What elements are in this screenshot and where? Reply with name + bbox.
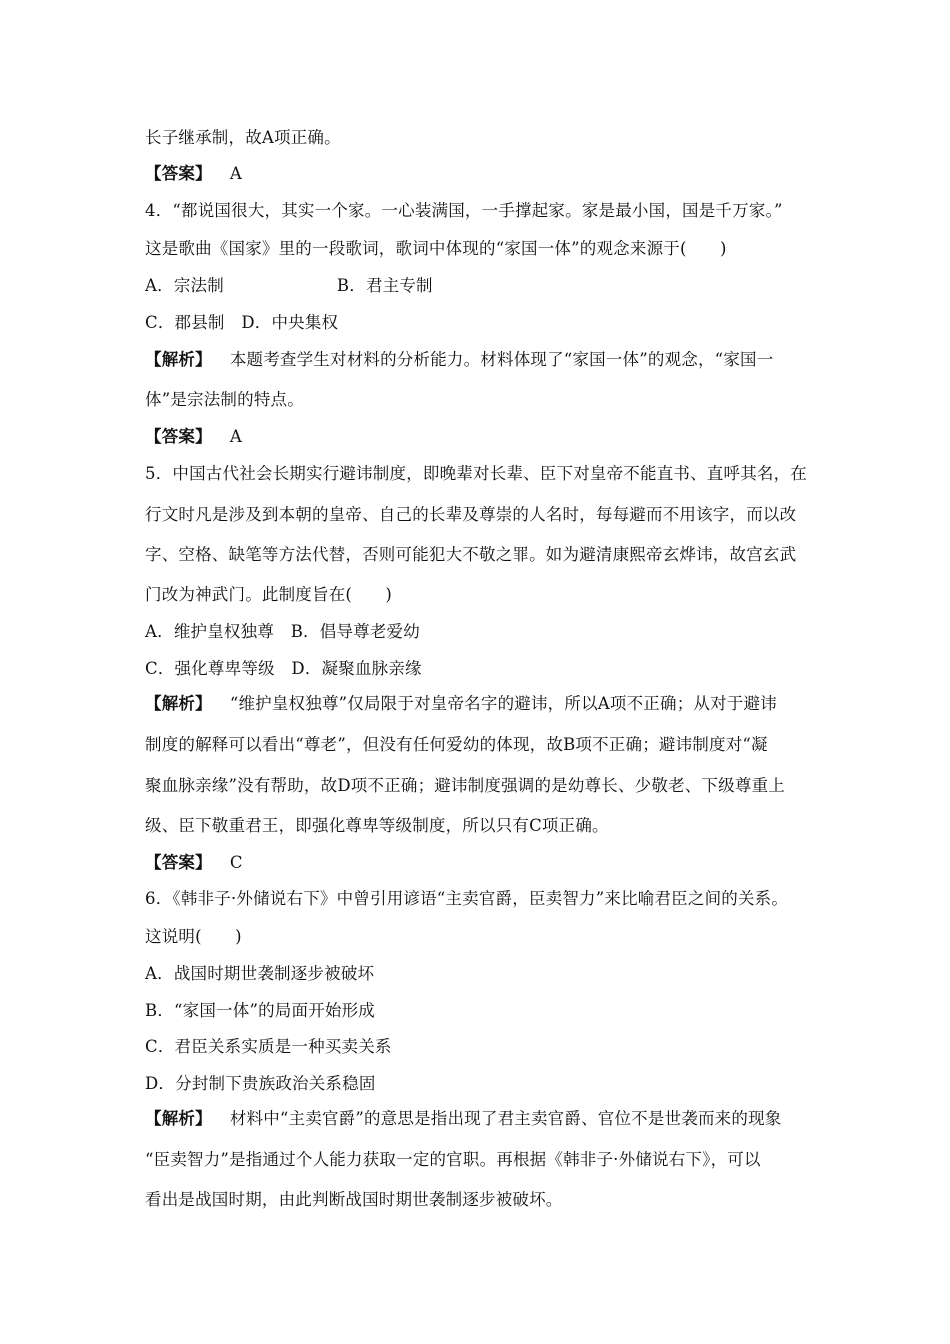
- answer-line: [145, 427, 242, 447]
- analysis-tag: 【解析】: [145, 350, 212, 369]
- line-text: 4．“都说国很大，其实一个家。一心装满国，一手撑起家。家是最小国，国是千万家。”: [145, 201, 783, 220]
- option-a: A．宗法制: [145, 276, 224, 295]
- option-line: [145, 622, 420, 642]
- line-text: 本题考查学生对材料的分析能力。材料体现了“家国一体”的观念，“家国一: [229, 350, 774, 369]
- line-text: 这是歌曲《国家》里的一段歌词，歌词中体现的“家国一体”的观念来源于( ): [145, 239, 727, 258]
- option-line: [145, 659, 422, 679]
- answer-value: C: [229, 853, 243, 872]
- option-b: B．君主专制: [336, 276, 433, 295]
- line-text: 5．中国古代社会长期实行避讳制度，即晚辈对长辈、臣下对皇帝不能直书、直呼其名，在: [145, 464, 807, 483]
- analysis-line: [145, 1109, 781, 1129]
- answer-line: [145, 853, 243, 873]
- line-text: 材料中“主卖官爵”的意思是指出现了君主卖官爵、官位不是世袭而来的现象: [229, 1109, 782, 1128]
- line-text: “臣卖智力”是指通过个人能力获取一定的官职。再根据《韩非子·外储说右下》，可以: [145, 1150, 761, 1169]
- line-text: “维护皇权独尊”仅局限于对皇帝名字的避讳，所以A项不正确；从对于避讳: [229, 694, 777, 713]
- question-line: [145, 545, 796, 565]
- text-line: [145, 776, 785, 796]
- option-line: [145, 276, 433, 296]
- line-text: C．郡县制 D．中央集权: [145, 313, 339, 332]
- text-line: [145, 1190, 563, 1210]
- question-line: [145, 927, 242, 947]
- question-line: [145, 201, 783, 221]
- analysis-tag: 【解析】: [145, 694, 212, 713]
- line-text: A．维护皇权独尊 B．倡导尊老爱幼: [145, 622, 420, 641]
- analysis-tag: 【解析】: [145, 1109, 212, 1128]
- text-line: [145, 735, 768, 755]
- line-text: C．君臣关系实质是一种买卖关系: [145, 1037, 392, 1056]
- line-text: 这说明( ): [145, 927, 242, 946]
- answer-tag: 【答案】: [145, 853, 212, 872]
- line-text: 级、臣下敬重君王，即强化尊卑等级制度，所以只有C项正确。: [145, 816, 609, 835]
- line-text: C．强化尊卑等级 D．凝聚血脉亲缘: [145, 659, 422, 678]
- answer-tag: 【答案】: [145, 427, 212, 446]
- analysis-line: [145, 350, 773, 370]
- answer-value: A: [229, 164, 242, 183]
- line-text: 聚血脉亲缘”没有帮助，故D项不正确；避讳制度强调的是幼尊长、少敬老、下级尊重上: [145, 776, 785, 795]
- text-line: [145, 1150, 761, 1170]
- answer-value: A: [229, 427, 242, 446]
- line-text: 行文时凡是涉及到本朝的皇帝、自己的长辈及尊崇的人名时，每每避而不用该字，而以改: [145, 505, 797, 524]
- line-text: 字、空格、缺笔等方法代替，否则可能犯大不敬之罪。如为避清康熙帝玄烨讳，故宫玄武: [145, 545, 797, 564]
- line-text: B．“家国一体”的局面开始形成: [145, 1001, 375, 1020]
- text-line: [145, 390, 304, 410]
- option-line: [145, 1037, 392, 1057]
- text-line: [145, 816, 609, 836]
- line-text: D．分封制下贵族政治关系稳固: [145, 1074, 376, 1093]
- option-line: [145, 1001, 375, 1021]
- text-line: [145, 128, 341, 148]
- line-text: A．战国时期世袭制逐步被破坏: [145, 964, 375, 983]
- option-line: [145, 1074, 376, 1094]
- line-text: 长子继承制，故A项正确。: [145, 128, 341, 147]
- analysis-line: [145, 694, 777, 714]
- question-line: [145, 464, 807, 484]
- line-text: 门改为神武门。此制度旨在( ): [145, 585, 393, 604]
- answer-line: [145, 164, 242, 184]
- answer-tag: 【答案】: [145, 164, 212, 183]
- question-line: [145, 239, 727, 259]
- question-line: [145, 505, 796, 525]
- option-line: [145, 313, 338, 333]
- question-line: [145, 889, 788, 909]
- line-text: 6．《韩非子·外储说右下》中曾引用谚语“主卖官爵，臣卖智力”来比喻君臣之间的关系。: [145, 889, 789, 908]
- line-text: 看出是战国时期，由此判断战国时期世袭制逐步被破坏。: [145, 1190, 563, 1209]
- question-line: [145, 585, 392, 605]
- line-text: 制度的解释可以看出“尊老”，但没有任何爱幼的体现，故B项不正确；避讳制度对“凝: [145, 735, 768, 754]
- option-line: [145, 964, 374, 984]
- line-text: 体”是宗法制的特点。: [145, 390, 304, 409]
